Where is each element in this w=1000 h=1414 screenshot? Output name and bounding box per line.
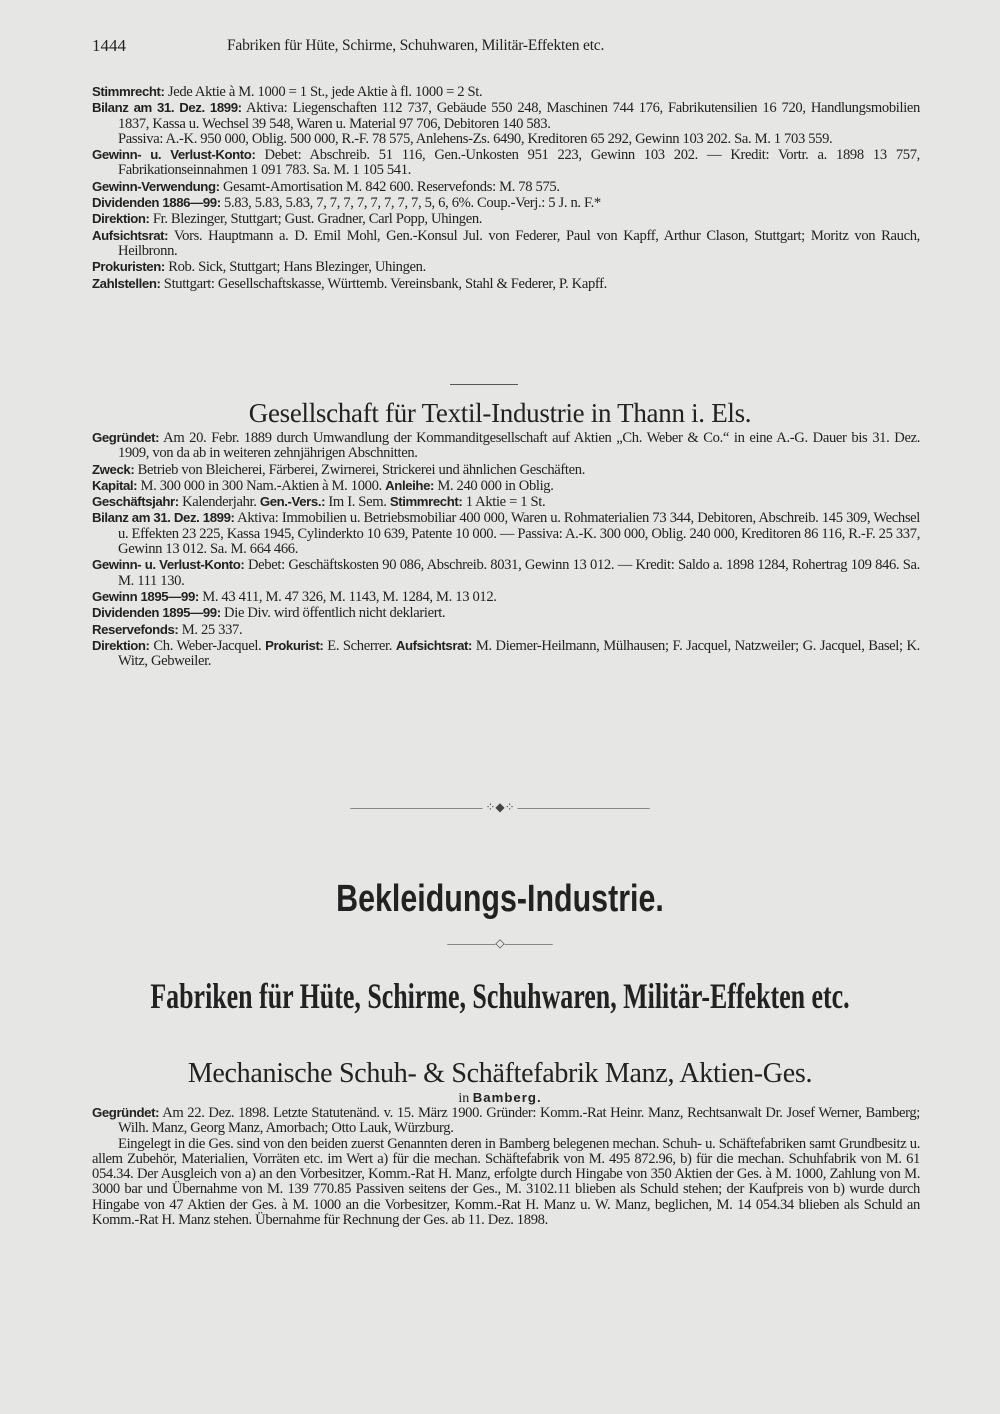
entry-text: Rob. Sick, Stuttgart; Hans Blezinger, Uhingen. xyxy=(168,259,426,276)
entry-text: Jede Aktie à M. 1000 = 1 St., jede Aktie à fl. 1000 = 2 St. xyxy=(167,84,483,100)
section-3-body xyxy=(92,1105,920,1228)
entry-text: E. Scherrer. xyxy=(327,637,393,654)
entry-text: Am 20. Febr. 1889 durch Umwandlung der Kommanditgesellschaft auf Aktien „Ch. Weber & Co.“ in eine A.-G. Dauer bis 31. Dez. 1909, von da ab in weiteren zehnjährigen Abschnitten. xyxy=(118,430,920,462)
entry-text: 5.83, 5.83, 5.83, 7, 7, 7, 7, 7, 7, 7, 7, 5, 6, 6%. Coup.-Verj.: 5 J. n. F.* xyxy=(224,195,601,212)
entry-label: Gewinn- u. Verlust-Konto: xyxy=(92,557,245,573)
entry-text: Aktiva: Immobilien u. Betriebsmobiliar 400 000, Waren u. Rohmaterialien 73 344, Debitoren, Abschreib. 145 309, Wechsel u. Effekten 23 225, Kassa 1945, Cylinderkto 10 639, Patente 10 000. — Passiva: A.-K. 300 000, Oblig. 240 000, Kreditoren 86 116, R.-F. 25 337, Gewinn 13 012. Sa. M. 664 466. xyxy=(118,510,920,558)
entry-paragraph xyxy=(92,84,920,100)
location-prefix: in xyxy=(458,1091,470,1106)
entry-label: Stimmrecht: xyxy=(389,494,463,510)
entry-label: Aufsichtsrat: xyxy=(92,227,169,243)
entry-paragraph xyxy=(92,259,920,275)
entry-label: Zahlstellen: xyxy=(92,275,161,291)
entry-text: M. 25 337. xyxy=(181,621,243,638)
entry-text: Fr. Blezinger, Stuttgart; Gust. Gradner, Carl Popp, Uhingen. xyxy=(152,211,483,228)
entry-paragraph xyxy=(92,478,920,494)
entry-paragraph xyxy=(92,510,920,557)
entry-paragraph xyxy=(92,1105,920,1137)
entry-label: Reservefonds: xyxy=(92,621,179,637)
entry-label: Prokuristen: xyxy=(92,259,165,275)
section-2-body xyxy=(92,430,920,669)
entry-label: Zweck: xyxy=(92,461,135,477)
entry-paragraph xyxy=(92,100,920,132)
entry-paragraph xyxy=(92,132,920,147)
location-name: Bamberg. xyxy=(472,1090,542,1105)
entry-label: Geschäftsjahr: xyxy=(92,494,179,510)
entry-text: Passiva: A.-K. 950 000, Oblig. 500 000, R.-F. 78 575, Anlehens-Zs. 6490, Kreditoren 65 292, Gewinn 103 202. Sa. M. 1 703 559. xyxy=(118,130,833,147)
entry-label: Direktion: xyxy=(92,637,150,653)
entry-text: Vors. Hauptmann a. D. Emil Mohl, Gen.-Konsul Jul. von Federer, Paul von Kapff, Arthur Clason, Stuttgart; Moritz von Rauch, Heilbronn. xyxy=(118,227,920,259)
section-divider xyxy=(450,384,518,385)
entry-text: 1 Aktie = 1 St. xyxy=(465,494,546,511)
entry-paragraph xyxy=(92,462,920,478)
entry-text: Betrieb von Bleicherei, Färberei, Zwirnerei, Strickerei und ähnlichen Geschäften. xyxy=(137,461,586,478)
entry-text: Debet: Geschäftskosten 90 086, Abschreib. 8031, Gewinn 13 012. — Kredit: Saldo a. 1898 1284, Rohertrag 109 846. Sa. M. 111 130. xyxy=(118,557,920,589)
entry-label: Gewinn-Verwendung: xyxy=(92,178,220,194)
chapter-title: Bekleidungs-Industrie. xyxy=(336,878,664,920)
ornament-divider: ――――――――――― ⁘◆⁘ ――――――――――― xyxy=(350,800,650,814)
entry-text: M. 240 000 in Oblig. xyxy=(437,477,554,494)
entry-label: Prokurist: xyxy=(265,637,324,653)
entry-text: Im I. Sem. xyxy=(328,494,387,511)
entry-paragraph xyxy=(92,276,920,292)
entry-label: Anleihe: xyxy=(385,477,434,493)
entry-paragraph xyxy=(92,622,920,638)
entry-text: Gesamt-Amortisation M. 842 600. Reservefonds: M. 78 575. xyxy=(222,178,560,195)
entry-label: Dividenden 1895—99: xyxy=(92,605,221,621)
entry-label: Direktion: xyxy=(92,211,150,227)
subchapter-title: Fabriken für Hüte, Schirme, Schuhwaren, Militär-Effekten etc. xyxy=(150,976,850,1016)
entry-label: Aufsichtsrat: xyxy=(395,637,472,653)
entry-paragraph xyxy=(92,195,920,211)
entry-text: Eingelegt in die Ges. sind von den beiden zuerst Genannten deren in Bamberg belegenen mechan. Schuh- u. Schäftefabriken samt Grundbesitz u. allem Zubehör, Materialien, Vorräten etc. im Wert a) für die mechan. Schäftefabrik von M. 495 872.96, b) für die mechan. Schuhfabrik von M. 61 054.34. Der Ausgleich von a) an den Vorbesitzer, Komm.-Rat H. Manz, erfolgte durch Hingabe von 350 Aktien der Ges. à M. 1000, Zahlung von M. 3000 bar und Übernahme von M. 139 770.85 Passiven seitens der Ges., M. 3102.11 blieben als Schuld stehen; der Kaufpreis von b) wurde durch Hingabe von 47 Aktien der Ges. à M. 1000 an die Vorbesitzer, Komm.-Rat H. Manz u. W. Manz, beglichen, M. 14 054.34 blieben als Schuld an Komm.-Rat H. Manz stehen. Übernahme für Rechnung der Ges. ab 11. Dez. 1898. xyxy=(92,1135,920,1229)
entry-text: M. 300 000 in 300 Nam.-Aktien à M. 1000. xyxy=(140,477,382,494)
entry-text: Kalenderjahr. xyxy=(182,494,257,511)
entry-label: Stimmrecht: xyxy=(92,84,165,99)
page-number: 1444 xyxy=(92,36,126,55)
entry-text: Ch. Weber-Jacquel. xyxy=(153,637,262,654)
entry-label: Bilanz am 31. Dez. 1899: xyxy=(92,100,242,116)
entry-text: Die Div. wird öffentlich nicht deklariert. xyxy=(224,605,446,622)
company-title-textil-thann: Gesellschaft für Textil-Industrie in Thann i. Els. xyxy=(248,398,752,428)
entry-paragraph xyxy=(92,147,920,179)
entry-paragraph xyxy=(92,494,920,510)
entry-label: Gegründet: xyxy=(92,1105,160,1120)
running-title: Fabriken für Hüte, Schirme, Schuhwaren, Militär-Effekten etc. xyxy=(227,37,605,54)
entry-label: Gegründet: xyxy=(92,430,160,445)
entry-text: Debet: Abschreib. 51 116, Gen.-Unkosten 951 223, Gewinn 103 202. — Kredit: Vortr. a. 1898 13 757, Fabrikationseinnahmen 1 091 783. Sa. M. 1 105 541. xyxy=(118,147,920,179)
entry-paragraph xyxy=(92,228,920,260)
entry-paragraph xyxy=(92,638,920,670)
company-title-manz: Mechanische Schuh- & Schäftefabrik Manz, Aktien-Ges. xyxy=(187,1058,813,1089)
entry-paragraph xyxy=(92,430,920,462)
entry-text: Stuttgart: Gesellschaftskasse, Württemb. Vereinsbank, Stahl & Federer, P. Kapff. xyxy=(163,275,607,292)
entry-label: Gewinn 1895—99: xyxy=(92,588,199,604)
entry-label: Dividenden 1886—99: xyxy=(92,195,221,211)
entry-paragraph xyxy=(92,557,920,589)
entry-label: Kapital: xyxy=(92,477,138,493)
entry-text: Aktiva: Liegenschaften 112 737, Gebäude 550 248, Maschinen 744 176, Fabrikutensilien 16 720, Handlungsmobilien 1837, Kassa u. Wechsel 39 548, Waren u. Material 97 706, Debitoren 140 583. xyxy=(118,100,920,132)
entry-paragraph xyxy=(92,605,920,621)
entry-label: Gewinn- u. Verlust-Konto: xyxy=(92,147,256,163)
entry-paragraph xyxy=(92,211,920,227)
entry-paragraph xyxy=(92,1137,920,1229)
entry-text: M. Diemer-Heilmann, Mülhausen; F. Jacquel, Natzweiler; G. Jacquel, Basel; K. Witz, Gebweiler. xyxy=(118,637,920,670)
entry-paragraph xyxy=(92,179,920,195)
entry-text: M. 43 411, M. 47 326, M. 1143, M. 1284, M. 13 012. xyxy=(202,588,497,605)
small-ornament: ――――◇―――― xyxy=(447,936,553,950)
entry-text: Am 22. Dez. 1898. Letzte Statutenänd. v. 15. März 1900. Gründer: Komm.-Rat Heinr. Manz, Rechtsanwalt Dr. Josef Werner, Bamberg; Wilh. Manz, Georg Manz, Amorbach; Otto Lauk, Würzburg. xyxy=(118,1105,920,1137)
entry-paragraph xyxy=(92,589,920,605)
entry-label: Gen.-Vers.: xyxy=(259,494,326,510)
section-1-continuation xyxy=(92,84,920,292)
entry-label: Bilanz am 31. Dez. 1899: xyxy=(92,510,235,526)
